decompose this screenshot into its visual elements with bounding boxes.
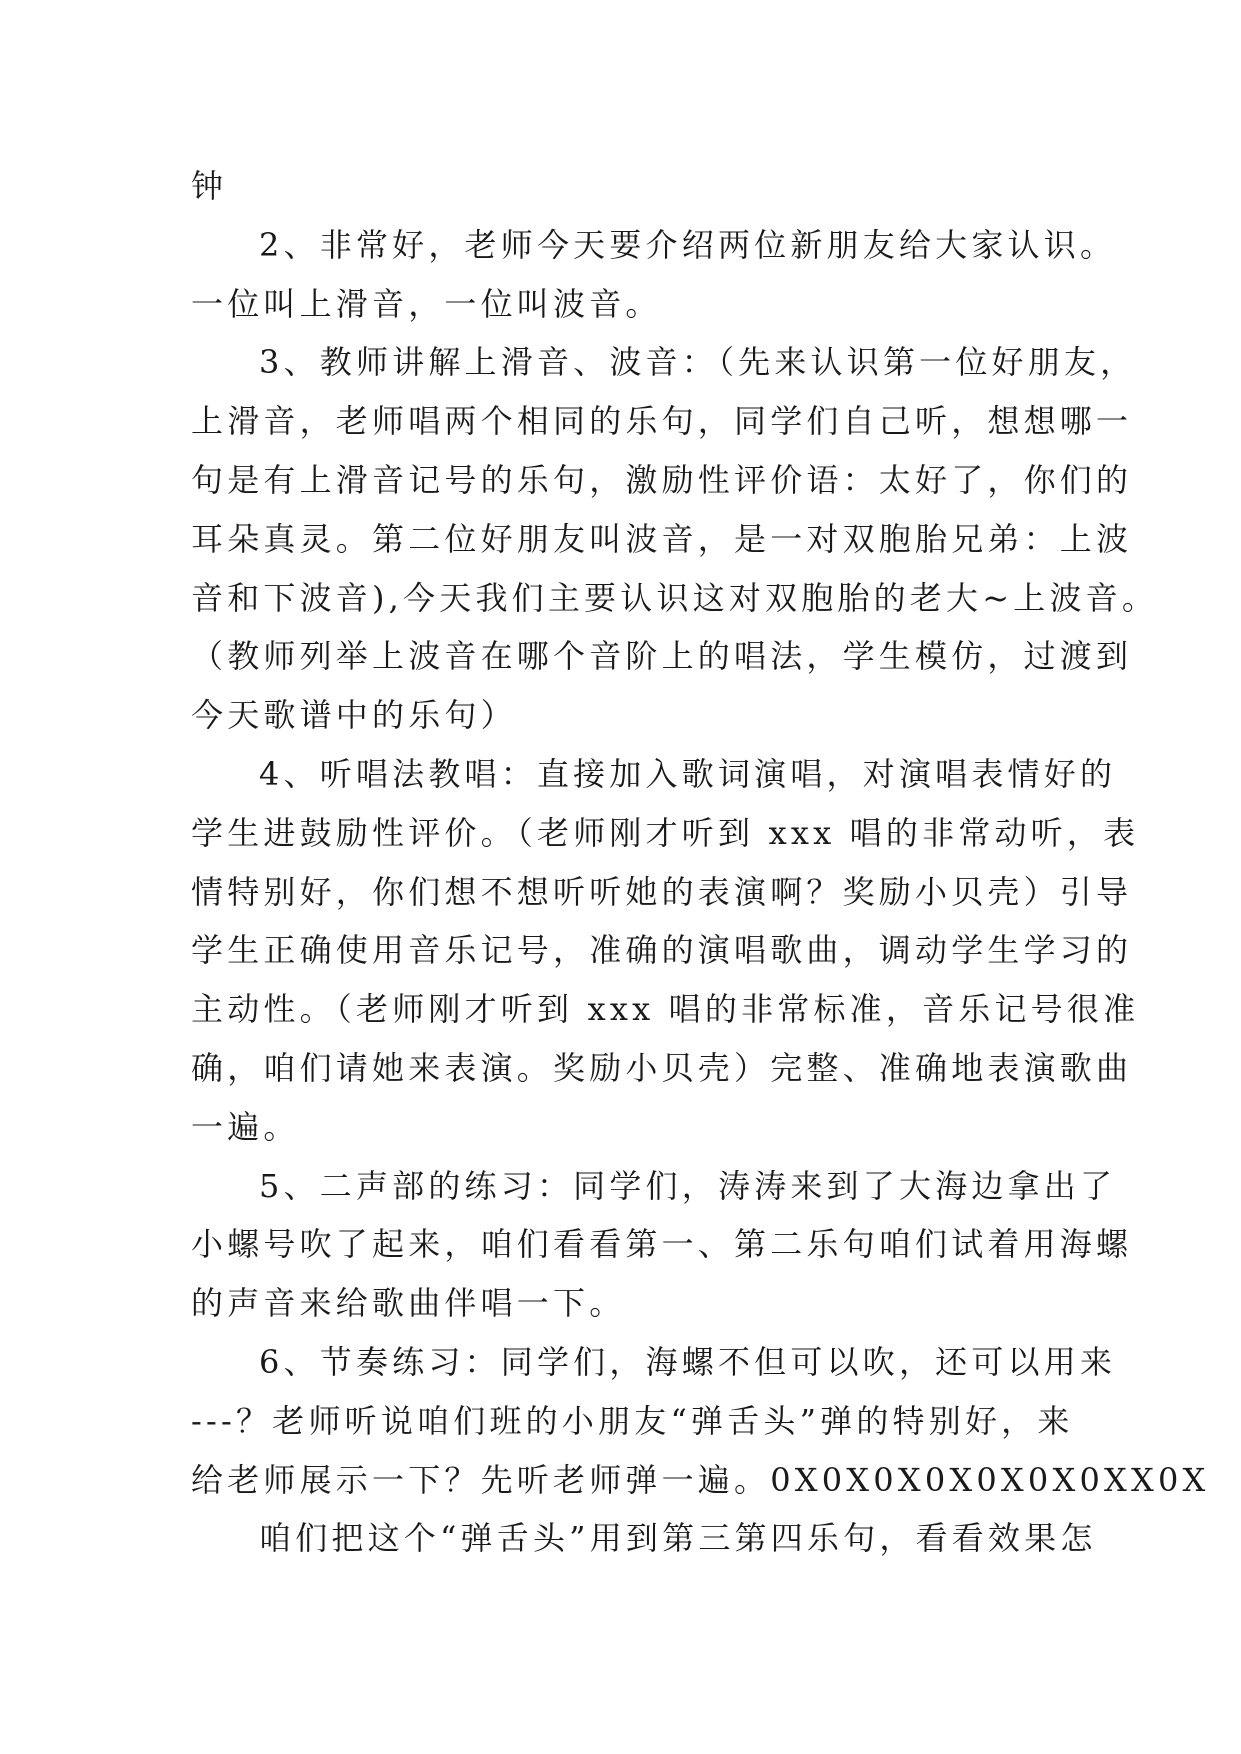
body-line: 咱们把这个“弹舌头”用到第三第四乐句，看看效果怎 <box>259 1519 1097 1558</box>
body-line: 6、节奏练习：同学们，海螺不但可以吹，还可以用来 <box>259 1342 1117 1381</box>
body-line: 4、听唱法教唱：直接加入歌词演唱，对演唱表情好的 <box>259 754 1117 793</box>
body-line: 5、二声部的练习：同学们，涛涛来到了大海边拿出了 <box>259 1166 1117 1205</box>
body-line: 句是有上滑音记号的乐句，激励性评价语：太好了，你们的 <box>191 460 1133 499</box>
body-line: 耳朵真灵。第二位好朋友叫波音，是一对双胞胎兄弟：上波 <box>191 519 1133 558</box>
body-line: ---？老师听说咱们班的小朋友“弹舌头”弹的特别好，来 <box>191 1401 1074 1440</box>
body-line: 3、教师讲解上滑音、波音：（先来认识第一位好朋友， <box>259 343 1137 382</box>
body-line: 主动性。（老师刚才听到 xxx 唱的非常标准，音乐记号很准 <box>191 990 1140 1029</box>
body-line: 学生进鼓励性评价。（老师刚才听到 xxx 唱的非常动听，表 <box>191 813 1140 852</box>
body-line: 学生正确使用音乐记号，准确的演唱歌曲，调动学生学习的 <box>191 931 1133 970</box>
body-line: 音和下波音),今天我们主要认识这对双胞胎的老大~上波音。 <box>191 578 1159 617</box>
body-line: 钟 <box>191 167 228 205</box>
body-line: 确，咱们请她来表演。奖励小贝壳）完整、准确地表演歌曲 <box>191 1048 1133 1087</box>
body-line: （教师列举上波音在哪个音阶上的唱法，学生模仿，过渡到 <box>191 637 1133 676</box>
body-line: 小螺号吹了起来，咱们看看第一、第二乐句咱们试着用海螺 <box>191 1225 1133 1264</box>
body-line: 的声音来给歌曲伴唱一下。 <box>191 1284 626 1323</box>
body-line: 给老师展示一下？先听老师弹一遍。0X0X0X0X0X0X0XX0X <box>191 1460 1210 1499</box>
body-line: 2、非常好，老师今天要介绍两位新朋友给大家认识。 <box>259 225 1117 264</box>
document-body <box>191 157 1210 1568</box>
body-line: 情特别好，你们想不想听听她的表演啊？奖励小贝壳）引导 <box>191 872 1133 911</box>
body-line: 上滑音，老师唱两个相同的乐句，同学们自己听，想想哪一 <box>191 402 1133 441</box>
body-line: 今天歌谱中的乐句） <box>191 696 517 735</box>
body-line: 一位叫上滑音，一位叫波音。 <box>191 284 662 323</box>
body-line: 一遍。 <box>191 1107 300 1146</box>
